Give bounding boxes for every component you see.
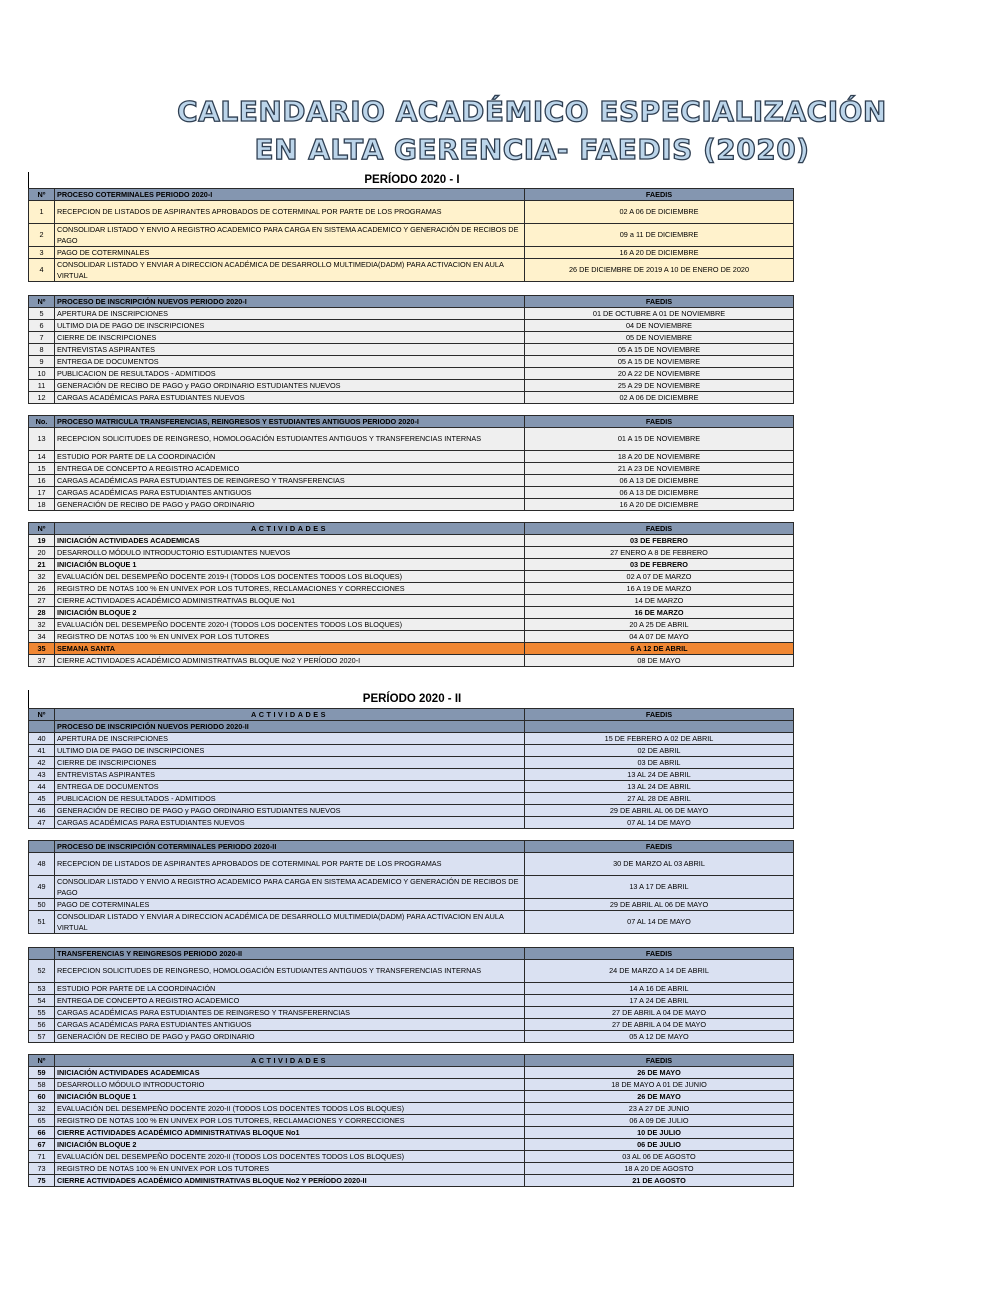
cell-date: FAEDIS	[525, 1055, 794, 1067]
cell-description: DESARROLLO MÓDULO INTRODUCTORIO	[55, 1079, 525, 1091]
table-row	[29, 583, 794, 595]
cell-number: 15	[29, 463, 55, 475]
cell-number: 43	[29, 769, 55, 781]
cell-description: ENTREVISTAS ASPIRANTES	[55, 344, 525, 356]
cell-date: 02 DE ABRIL	[525, 745, 794, 757]
cell-number: 56	[29, 1019, 55, 1031]
cell-date: 04 A 07 DE MAYO	[525, 631, 794, 643]
cell-number: 5	[29, 308, 55, 320]
table-row	[29, 559, 794, 571]
cell-date: 06 A 09 DE JULIO	[525, 1115, 794, 1127]
cell-number: Nº	[29, 523, 55, 535]
cell-number: 19	[29, 535, 55, 547]
table-row	[29, 876, 794, 899]
table-row	[29, 392, 794, 404]
table-row	[29, 817, 794, 829]
table-row	[29, 1175, 794, 1187]
cell-number: 71	[29, 1151, 55, 1163]
cell-date: 07 AL 14 DE MAYO	[525, 911, 794, 934]
cell-date: 20 A 22 DE NOVIEMBRE	[525, 368, 794, 380]
table-actividades-2020-1	[28, 522, 794, 667]
cell-date: 07 AL 14 DE MAYO	[525, 817, 794, 829]
cell-description: RECEPCION SOLICITUDES DE REINGRESO, HOMOLOGACIÓN ESTUDIANTES ANTIGUOS Y TRANSFERENCIAS INTERNAS	[55, 960, 525, 983]
table-header-row	[29, 721, 794, 733]
cell-description: CIERRE ACTIVIDADES ACADÉMICO ADMINISTRATIVAS BLOQUE No2 Y PERÍODO 2020-I	[55, 655, 525, 667]
cell-date: 03 DE FEBRERO	[525, 535, 794, 547]
table-row	[29, 595, 794, 607]
cell-description: SEMANA SANTA	[55, 643, 525, 655]
cell-date: 18 A 20 DE AGOSTO	[525, 1163, 794, 1175]
table-header-row	[29, 296, 794, 308]
table-row	[29, 960, 794, 983]
table-row	[29, 1091, 794, 1103]
cell-description: CARGAS ACADÉMICAS PARA ESTUDIANTES NUEVOS	[55, 392, 525, 404]
cell-number: 54	[29, 995, 55, 1007]
cell-number: 59	[29, 1067, 55, 1079]
cell-description: APERTURA DE INSCRIPCIONES	[55, 733, 525, 745]
cell-description: GENERACIÓN DE RECIBO DE PAGO y PAGO ORDINARIO ESTUDIANTES NUEVOS	[55, 380, 525, 392]
cell-description: EVALUACIÓN DEL DESEMPEÑO DOCENTE 2019-I (TODOS LOS DOCENTES TODOS LOS BLOQUES)	[55, 571, 525, 583]
cell-number: 21	[29, 559, 55, 571]
cell-description: CIERRE ACTIVIDADES ACADÉMICO ADMINISTRATIVAS BLOQUE No2 Y PERÍODO 2020-II	[55, 1175, 525, 1187]
table-matricula-2020-1	[28, 415, 794, 511]
table-row	[29, 332, 794, 344]
table-row	[29, 899, 794, 911]
table-row	[29, 793, 794, 805]
cell-date: 13 A 17 DE ABRIL	[525, 876, 794, 899]
cell-description: GENERACIÓN DE RECIBO DE PAGO y PAGO ORDINARIO	[55, 1031, 525, 1043]
cell-description: ESTUDIO POR PARTE DE LA COORDINACIÓN	[55, 983, 525, 995]
cell-description: CONSOLIDAR LISTADO Y ENVIO A REGISTRO ACADEMICO PARA CARGA EN SISTEMA ACADEMICO Y GENERACIÓN DE RECIBOS DE PAGO	[55, 224, 525, 247]
table-row	[29, 853, 794, 876]
table-inscripcion-nuevos-2020-1	[28, 295, 794, 404]
table-row	[29, 733, 794, 745]
cell-description: ENTREVISTAS ASPIRANTES	[55, 769, 525, 781]
table-row	[29, 368, 794, 380]
cell-description: INICIACIÓN ACTIVIDADES ACADEMICAS	[55, 1067, 525, 1079]
cell-description: CONSOLIDAR LISTADO Y ENVIAR A DIRECCION ACADÉMICA DE DESARROLLO MULTIMEDIA(DADM) PARA ACTIVACION EN AULA VIRTUAL	[55, 911, 525, 934]
cell-description: INICIACIÓN BLOQUE 2	[55, 607, 525, 619]
cell-number: 6	[29, 320, 55, 332]
cell-description: ACTIVIDADES	[55, 709, 525, 721]
cell-date: 01 A 15 DE NOVIEMBRE	[525, 428, 794, 451]
cell-date: 26 DE DICIEMBRE DE 2019 A 10 DE ENERO DE 2020	[525, 259, 794, 282]
cell-number: 50	[29, 899, 55, 911]
table-row	[29, 781, 794, 793]
cell-date: FAEDIS	[525, 709, 794, 721]
table-row	[29, 769, 794, 781]
cell-description: REGISTRO DE NOTAS 100 % EN UNIVEX POR LOS TUTORES	[55, 1163, 525, 1175]
cell-number: 53	[29, 983, 55, 995]
table-row	[29, 224, 794, 247]
cell-description: PROCESO DE INSCRIPCIÓN NUEVOS PERIODO 2020-II	[55, 721, 525, 733]
cell-description: PROCESO DE INSCRIPCIÓN NUEVOS PERIODO 2020-I	[55, 296, 525, 308]
cell-date: 27 DE ABRIL A 04 DE MAYO	[525, 1019, 794, 1031]
cell-date: 02 A 07 DE MARZO	[525, 571, 794, 583]
cell-description: PUBLICACION DE RESULTADOS - ADMITIDOS	[55, 368, 525, 380]
cell-description: GENERACIÓN DE RECIBO DE PAGO y PAGO ORDINARIO	[55, 499, 525, 511]
cell-number: 10	[29, 368, 55, 380]
cell-number: 60	[29, 1091, 55, 1103]
table-row	[29, 1103, 794, 1115]
cell-number: 32	[29, 571, 55, 583]
table-coterminales-2020-1	[28, 188, 794, 282]
cell-date: 29 DE ABRIL AL 06 DE MAYO	[525, 805, 794, 817]
cell-date: 18 DE MAYO A 01 DE JUNIO	[525, 1079, 794, 1091]
cell-description: ENTREGA DE CONCEPTO A REGISTRO ACADEMICO	[55, 995, 525, 1007]
table-row	[29, 1007, 794, 1019]
cell-number: Nº	[29, 709, 55, 721]
table-row	[29, 619, 794, 631]
cell-description: EVALUACIÓN DEL DESEMPEÑO DOCENTE 2020-II (TODOS LOS DOCENTES TODOS LOS BLOQUES)	[55, 1103, 525, 1115]
cell-date: 27 ENERO A 8 DE FEBRERO	[525, 547, 794, 559]
cell-date: 05 A 15 DE NOVIEMBRE	[525, 356, 794, 368]
cell-date: 27 AL 28 DE ABRIL	[525, 793, 794, 805]
cell-number: 42	[29, 757, 55, 769]
table-row	[29, 607, 794, 619]
table-row	[29, 1019, 794, 1031]
cell-date	[525, 721, 794, 733]
table-row	[29, 1127, 794, 1139]
cell-date: 02 A 06 DE DICIEMBRE	[525, 392, 794, 404]
table-row	[29, 1031, 794, 1043]
table-header-row	[29, 189, 794, 201]
table-row	[29, 631, 794, 643]
cell-description: PUBLICACION DE RESULTADOS - ADMITIDOS	[55, 793, 525, 805]
table-row	[29, 356, 794, 368]
cell-number: 32	[29, 1103, 55, 1115]
cell-description: CARGAS ACADÉMICAS PARA ESTUDIANTES NUEVOS	[55, 817, 525, 829]
cell-date: 26 DE MAYO	[525, 1067, 794, 1079]
cell-date: 08 DE MAYO	[525, 655, 794, 667]
cell-number: 8	[29, 344, 55, 356]
cell-description: CIERRE DE INSCRIPCIONES	[55, 757, 525, 769]
cell-date: FAEDIS	[525, 523, 794, 535]
cell-number: 4	[29, 259, 55, 282]
cell-description: RECEPCION SOLICITUDES DE REINGRESO, HOMOLOGACIÓN ESTUDIANTES ANTIGUOS Y TRANSFERENCIAS INTERNAS	[55, 428, 525, 451]
cell-description: REGISTRO DE NOTAS 100 % EN UNIVEX POR LOS TUTORES, RECLAMACIONES Y CORRECCIONES	[55, 1115, 525, 1127]
table-row	[29, 487, 794, 499]
cell-description: RECEPCION DE LISTADOS DE ASPIRANTES APROBADOS DE COTERMINAL POR PARTE DE LOS PROGRAMAS	[55, 201, 525, 224]
cell-number: 11	[29, 380, 55, 392]
table-row	[29, 1079, 794, 1091]
cell-date: 16 A 20 DE DICIEMBRE	[525, 499, 794, 511]
cell-date: FAEDIS	[525, 416, 794, 428]
cell-number: 51	[29, 911, 55, 934]
table-row	[29, 308, 794, 320]
cell-date: 10 DE JULIO	[525, 1127, 794, 1139]
cell-number: 13	[29, 428, 55, 451]
period-heading: PERÍODO 2020 - II	[28, 690, 795, 708]
table-row	[29, 247, 794, 259]
cell-date: 01 DE OCTUBRE A 01 DE NOVIEMBRE	[525, 308, 794, 320]
cell-date: 15 DE FEBRERO A 02 DE ABRIL	[525, 733, 794, 745]
table-header-row	[29, 841, 794, 853]
cell-number: 37	[29, 655, 55, 667]
col-header-faedis: FAEDIS	[525, 189, 794, 201]
cell-date: 13 AL 24 DE ABRIL	[525, 781, 794, 793]
cell-date: 21 A 23 DE NOVIEMBRE	[525, 463, 794, 475]
table-row	[29, 259, 794, 282]
table-row	[29, 805, 794, 817]
cell-date: 16 A 20 DE DICIEMBRE	[525, 247, 794, 259]
cell-date: 09 a 11 DE DICIEMBRE	[525, 224, 794, 247]
cell-description: ENTREGA DE DOCUMENTOS	[55, 356, 525, 368]
cell-date: 29 DE ABRIL AL 06 DE MAYO	[525, 899, 794, 911]
cell-number: 9	[29, 356, 55, 368]
cell-number: 55	[29, 1007, 55, 1019]
cell-description: DESARROLLO MÓDULO INTRODUCTORIO ESTUDIANTES NUEVOS	[55, 547, 525, 559]
cell-number	[29, 948, 55, 960]
cell-date: FAEDIS	[525, 948, 794, 960]
table-row	[29, 1151, 794, 1163]
cell-description: EVALUACIÓN DEL DESEMPEÑO DOCENTE 2020-II (TODOS LOS DOCENTES TODOS LOS BLOQUES)	[55, 1151, 525, 1163]
cell-description: GENERACIÓN DE RECIBO DE PAGO y PAGO ORDINARIO ESTUDIANTES NUEVOS	[55, 805, 525, 817]
cell-date: 30 DE MARZO AL 03 ABRIL	[525, 853, 794, 876]
cell-number: 20	[29, 547, 55, 559]
table-row	[29, 757, 794, 769]
table-row	[29, 535, 794, 547]
cell-date: 05 A 12 DE MAYO	[525, 1031, 794, 1043]
table-header-row	[29, 1055, 794, 1067]
table-coterminales-2020-2	[28, 840, 794, 934]
cell-description: CONSOLIDAR LISTADO Y ENVIO A REGISTRO ACADEMICO PARA CARGA EN SISTEMA ACADEMICO Y GENERACIÓN DE RECIBOS DE PAGO	[55, 876, 525, 899]
cell-number	[29, 841, 55, 853]
cell-date: 02 A 06 DE DICIEMBRE	[525, 201, 794, 224]
cell-number: Nº	[29, 296, 55, 308]
cell-date: 03 DE FEBRERO	[525, 559, 794, 571]
table-row	[29, 463, 794, 475]
cell-number: 26	[29, 583, 55, 595]
cell-description: CIERRE DE INSCRIPCIONES	[55, 332, 525, 344]
cell-description: ULTIMO DIA DE PAGO DE INSCRIPCIONES	[55, 745, 525, 757]
cell-number: 2	[29, 224, 55, 247]
table-transferencias-2020-2	[28, 947, 794, 1043]
cell-description: ENTREGA DE CONCEPTO A REGISTRO ACADEMICO	[55, 463, 525, 475]
cell-number: 18	[29, 499, 55, 511]
cell-number: 40	[29, 733, 55, 745]
cell-number: 35	[29, 643, 55, 655]
cell-date: 21 DE AGOSTO	[525, 1175, 794, 1187]
table-header-row	[29, 948, 794, 960]
cell-number: 67	[29, 1139, 55, 1151]
cell-number: 7	[29, 332, 55, 344]
table-actividades-2020-2	[28, 1054, 794, 1187]
cell-number: 58	[29, 1079, 55, 1091]
cell-number: 66	[29, 1127, 55, 1139]
cell-date: 03 DE ABRIL	[525, 757, 794, 769]
cell-number: 49	[29, 876, 55, 899]
col-header-desc: PROCESO COTERMINALES PERIODO 2020-I	[55, 189, 525, 201]
table-row	[29, 1139, 794, 1151]
cell-description: EVALUACIÓN DEL DESEMPEÑO DOCENTE 2020-I (TODOS LOS DOCENTES TODOS LOS BLOQUES)	[55, 619, 525, 631]
cell-description: ENTREGA DE DOCUMENTOS	[55, 781, 525, 793]
cell-date: 27 DE ABRIL A 04 DE MAYO	[525, 1007, 794, 1019]
cell-description: REGISTRO DE NOTAS 100 % EN UNIVEX POR LOS TUTORES, RECLAMACIONES Y CORRECCIONES	[55, 583, 525, 595]
cell-number: 27	[29, 595, 55, 607]
cell-date: 06 A 13 DE DICIEMBRE	[525, 487, 794, 499]
cell-number: 14	[29, 451, 55, 463]
cell-description: PROCESO DE INSCRIPCIÓN COTERMINALES PERIODO 2020-II	[55, 841, 525, 853]
cell-number	[29, 721, 55, 733]
cell-date: 14 A 16 DE ABRIL	[525, 983, 794, 995]
cell-date: 05 DE NOVIEMBRE	[525, 332, 794, 344]
cell-description: INICIACIÓN ACTIVIDADES ACADEMICAS	[55, 535, 525, 547]
cell-number: Nº	[29, 1055, 55, 1067]
cell-date: 17 A 24 DE ABRIL	[525, 995, 794, 1007]
cell-date: 16 DE MARZO	[525, 607, 794, 619]
cell-date: 24 DE MARZO A 14 DE ABRIL	[525, 960, 794, 983]
cell-description: ACTIVIDADES	[55, 523, 525, 535]
cell-date: 13 AL 24 DE ABRIL	[525, 769, 794, 781]
table-header-row	[29, 416, 794, 428]
table-inscripcion-nuevos-2020-2	[28, 708, 794, 829]
cell-date: 06 A 13 DE DICIEMBRE	[525, 475, 794, 487]
cell-description: CARGAS ACADÉMICAS PARA ESTUDIANTES ANTIGUOS	[55, 1019, 525, 1031]
cell-date: 04 DE NOVIEMBRE	[525, 320, 794, 332]
cell-description: CARGAS ACADÉMICAS PARA ESTUDIANTES DE REINGRESO Y TRANSFERERNCIAS	[55, 1007, 525, 1019]
cell-number: 52	[29, 960, 55, 983]
table-row-highlight	[29, 643, 794, 655]
table-row	[29, 1163, 794, 1175]
cell-description: REGISTRO DE NOTAS 100 % EN UNIVEX POR LOS TUTORES	[55, 631, 525, 643]
table-row	[29, 320, 794, 332]
cell-description: INICIACIÓN BLOQUE 1	[55, 559, 525, 571]
cell-date: 14 DE MARZO	[525, 595, 794, 607]
cell-description: CIERRE ACTIVIDADES ACADÉMICO ADMINISTRATIVAS BLOQUE No1	[55, 1127, 525, 1139]
table-row	[29, 547, 794, 559]
cell-date: 23 A 27 DE JUNIO	[525, 1103, 794, 1115]
table-row	[29, 995, 794, 1007]
cell-number: 41	[29, 745, 55, 757]
cell-description: PAGO DE COTERMINALES	[55, 899, 525, 911]
cell-date: 18 A 20 DE NOVIEMBRE	[525, 451, 794, 463]
cell-number: 12	[29, 392, 55, 404]
table-row	[29, 201, 794, 224]
cell-date: 26 DE MAYO	[525, 1091, 794, 1103]
cell-description: PROCESO MATRICULA TRANSFERENCIAS, REINGRESOS Y ESTUDIANTES ANTIGUOS PERIODO 2020-I	[55, 416, 525, 428]
table-row	[29, 380, 794, 392]
cell-number: 1	[29, 201, 55, 224]
cell-number: 48	[29, 853, 55, 876]
cell-number: 17	[29, 487, 55, 499]
table-header-row	[29, 523, 794, 535]
cell-description: CIERRE ACTIVIDADES ACADÉMICO ADMINISTRATIVAS BLOQUE No1	[55, 595, 525, 607]
table-row	[29, 344, 794, 356]
table-header-row	[29, 709, 794, 721]
cell-description: ESTUDIO POR PARTE DE LA COORDINACIÓN	[55, 451, 525, 463]
cell-description: TRANSFERENCIAS Y REINGRESOS PERIODO 2020-II	[55, 948, 525, 960]
cell-description: APERTURA DE INSCRIPCIONES	[55, 308, 525, 320]
cell-date: 6 A 12 DE ABRIL	[525, 643, 794, 655]
cell-number: 65	[29, 1115, 55, 1127]
cell-number: 3	[29, 247, 55, 259]
cell-date: 20 A 25 DE ABRIL	[525, 619, 794, 631]
cell-description: RECEPCION DE LISTADOS DE ASPIRANTES APROBADOS DE COTERMINAL POR PARTE DE LOS PROGRAMAS	[55, 853, 525, 876]
cell-date: FAEDIS	[525, 841, 794, 853]
cell-number: 28	[29, 607, 55, 619]
cell-number: 47	[29, 817, 55, 829]
cell-date: 25 A 29 DE NOVIEMBRE	[525, 380, 794, 392]
cell-number: No.	[29, 416, 55, 428]
cell-description: PAGO DE COTERMINALES	[55, 247, 525, 259]
table-row	[29, 745, 794, 757]
cell-number: 32	[29, 619, 55, 631]
table-row	[29, 1115, 794, 1127]
table-row	[29, 1067, 794, 1079]
cell-description: CARGAS ACADÉMICAS PARA ESTUDIANTES ANTIGUOS	[55, 487, 525, 499]
cell-date: 03 AL 06 DE AGOSTO	[525, 1151, 794, 1163]
cell-date: 05 A 15 DE NOVIEMBRE	[525, 344, 794, 356]
table-row	[29, 655, 794, 667]
cell-description: ACTIVIDADES	[55, 1055, 525, 1067]
cell-number: 16	[29, 475, 55, 487]
table-row	[29, 428, 794, 451]
table-row	[29, 983, 794, 995]
cell-date: 16 A 19 DE MARZO	[525, 583, 794, 595]
cell-number: 45	[29, 793, 55, 805]
cell-description: INICIACIÓN BLOQUE 2	[55, 1139, 525, 1151]
period-heading: PERÍODO 2020 - I	[28, 172, 795, 188]
cell-number: 73	[29, 1163, 55, 1175]
cell-date: FAEDIS	[525, 296, 794, 308]
table-row	[29, 451, 794, 463]
col-header-no: Nº	[29, 189, 55, 201]
cell-number: 46	[29, 805, 55, 817]
cell-description: ULTIMO DIA DE PAGO DE INSCRIPCIONES	[55, 320, 525, 332]
cell-number: 75	[29, 1175, 55, 1187]
table-row	[29, 475, 794, 487]
cell-description: CONSOLIDAR LISTADO Y ENVIAR A DIRECCION ACADÉMICA DE DESARROLLO MULTIMEDIA(DADM) PARA ACTIVACION EN AULA VIRTUAL	[55, 259, 525, 282]
table-row	[29, 499, 794, 511]
table-row	[29, 571, 794, 583]
cell-description: CARGAS ACADÉMICAS PARA ESTUDIANTES DE REINGRESO Y TRANSFERENCIAS	[55, 475, 525, 487]
page-title-line-1: CALENDARIO ACADÉMICO ESPECIALIZACIÓN	[177, 95, 887, 128]
cell-number: 44	[29, 781, 55, 793]
cell-number: 57	[29, 1031, 55, 1043]
page-title-line-2: EN ALTA GERENCIA- FAEDIS (2020)	[254, 133, 810, 166]
table-row	[29, 911, 794, 934]
cell-description: INICIACIÓN BLOQUE 1	[55, 1091, 525, 1103]
cell-number: 34	[29, 631, 55, 643]
cell-date: 06 DE JULIO	[525, 1139, 794, 1151]
